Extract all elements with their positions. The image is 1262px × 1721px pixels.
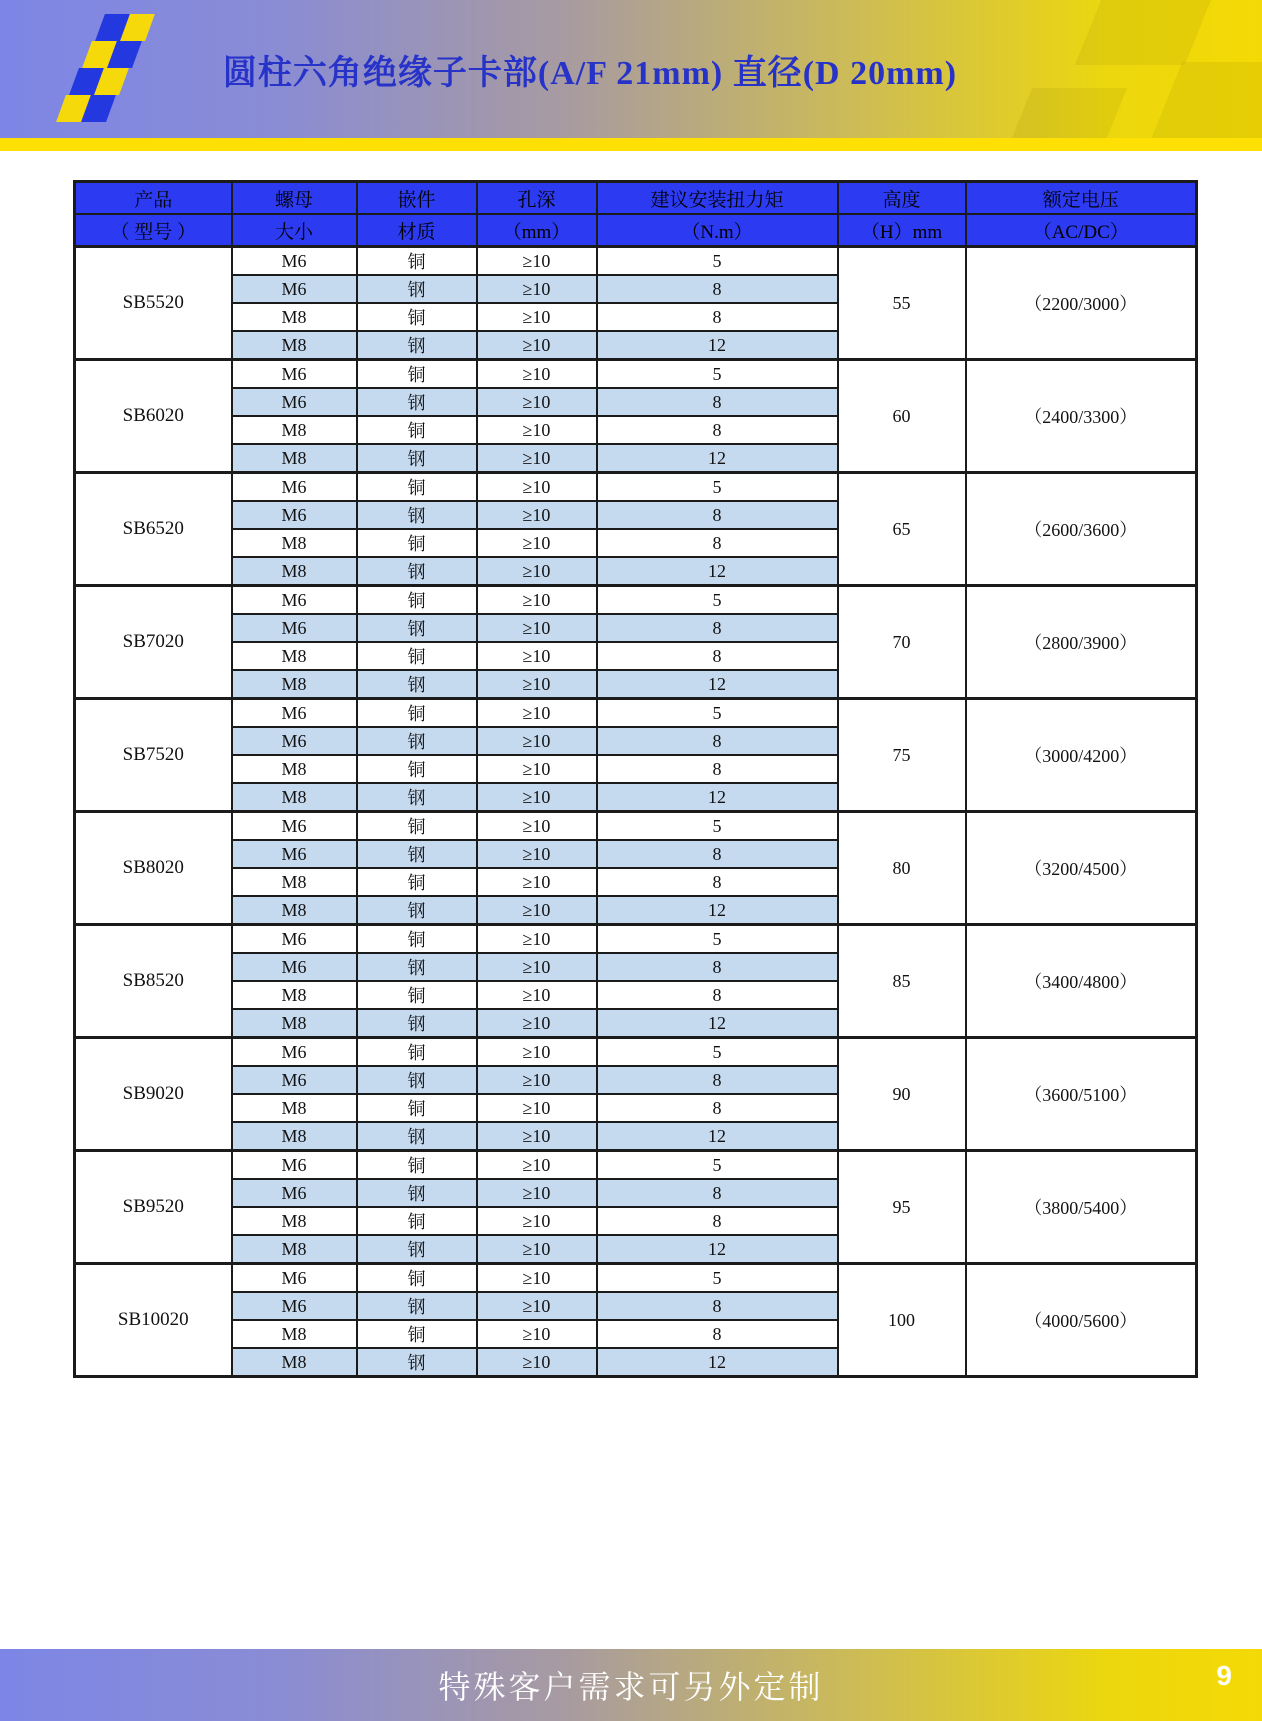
hole-depth-cell: ≥10 [477,812,597,841]
insert-material-cell: 铜 [357,699,477,728]
hole-depth-cell: ≥10 [477,868,597,896]
table-row [75,1264,1197,1293]
column-header-voltage-line2: （AC/DC） [966,214,1197,247]
hole-depth-cell: ≥10 [477,670,597,699]
column-header-voltage-line1: 额定电压 [966,182,1197,215]
hole-depth-cell: ≥10 [477,1094,597,1122]
insert-material-cell: 铜 [357,755,477,783]
insert-material-cell: 铜 [357,1320,477,1348]
torque-cell: 8 [597,1292,838,1320]
torque-cell: 5 [597,925,838,954]
banner-yellow-stripe [0,138,1262,151]
torque-cell: 8 [597,840,838,868]
insert-material-cell: 铜 [357,303,477,331]
hole-depth-cell: ≥10 [477,501,597,529]
nut-size-cell: M8 [232,1348,357,1377]
torque-cell: 12 [597,444,838,473]
nut-size-cell: M6 [232,247,357,276]
model-cell: SB7020 [75,586,232,699]
voltage-cell: （2600/3600） [966,473,1197,586]
torque-cell: 12 [597,1009,838,1038]
insert-material-cell: 钢 [357,727,477,755]
torque-cell: 5 [597,1038,838,1067]
torque-cell: 8 [597,614,838,642]
nut-size-cell: M6 [232,388,357,416]
insert-material-cell: 铜 [357,247,477,276]
torque-cell: 5 [597,586,838,615]
nut-size-cell: M6 [232,501,357,529]
torque-cell: 8 [597,416,838,444]
torque-cell: 5 [597,1151,838,1180]
hole-depth-cell: ≥10 [477,1179,597,1207]
voltage-cell: （4000/5600） [966,1264,1197,1377]
column-header-insert-line1: 嵌件 [357,182,477,215]
model-cell: SB9520 [75,1151,232,1264]
insert-material-cell: 铜 [357,925,477,954]
nut-size-cell: M8 [232,331,357,360]
hole-depth-cell: ≥10 [477,727,597,755]
footer-note: 特殊客户需求可另外定制 [438,1669,824,1705]
torque-cell: 12 [597,331,838,360]
hole-depth-cell: ≥10 [477,1264,597,1293]
height-cell: 75 [838,699,966,812]
torque-cell: 5 [597,360,838,389]
torque-cell: 12 [597,557,838,586]
torque-cell: 12 [597,1348,838,1377]
table-row [75,1151,1197,1180]
nut-size-cell: M8 [232,444,357,473]
hole-depth-cell: ≥10 [477,1122,597,1151]
torque-cell: 8 [597,981,838,1009]
height-cell: 55 [838,247,966,360]
torque-cell: 8 [597,755,838,783]
nut-size-cell: M8 [232,1235,357,1264]
torque-cell: 8 [597,642,838,670]
torque-cell: 8 [597,1320,838,1348]
spec-table-header [75,182,1197,247]
nut-size-cell: M8 [232,642,357,670]
height-cell: 65 [838,473,966,586]
voltage-cell: （2400/3300） [966,360,1197,473]
header-row [75,214,1197,247]
insert-material-cell: 钢 [357,275,477,303]
torque-cell: 8 [597,868,838,896]
nut-size-cell: M8 [232,1009,357,1038]
hole-depth-cell: ≥10 [477,247,597,276]
table-row [75,360,1197,389]
hole-depth-cell: ≥10 [477,1009,597,1038]
insert-material-cell: 钢 [357,1009,477,1038]
hole-depth-cell: ≥10 [477,953,597,981]
insert-material-cell: 钢 [357,614,477,642]
nut-size-cell: M6 [232,925,357,954]
nut-size-cell: M6 [232,614,357,642]
nut-size-cell: M8 [232,1320,357,1348]
hole-depth-cell: ≥10 [477,1235,597,1264]
torque-cell: 12 [597,670,838,699]
insert-material-cell: 钢 [357,557,477,586]
insert-material-cell: 铜 [357,1264,477,1293]
model-cell: SB6020 [75,360,232,473]
torque-cell: 12 [597,1122,838,1151]
insert-material-cell: 铜 [357,1094,477,1122]
torque-cell: 5 [597,473,838,502]
torque-cell: 8 [597,275,838,303]
insert-material-cell: 铜 [357,981,477,1009]
top-banner [0,0,1262,138]
nut-size-cell: M6 [232,1038,357,1067]
table-row [75,812,1197,841]
hole-depth-cell: ≥10 [477,981,597,1009]
height-cell: 95 [838,1151,966,1264]
insert-material-cell: 钢 [357,953,477,981]
height-cell: 85 [838,925,966,1038]
table-row [75,925,1197,954]
hole-depth-cell: ≥10 [477,1207,597,1235]
model-cell: SB8520 [75,925,232,1038]
nut-size-cell: M6 [232,473,357,502]
hole-depth-cell: ≥10 [477,529,597,557]
column-header-height-line2: （H）mm [838,214,966,247]
page-title: 圆柱六角绝缘子卡部(A/F 21mm) 直径(D 20mm) [222,54,958,92]
voltage-cell: （3400/4800） [966,925,1197,1038]
hole-depth-cell: ≥10 [477,303,597,331]
nut-size-cell: M8 [232,755,357,783]
nut-size-cell: M6 [232,812,357,841]
hole-depth-cell: ≥10 [477,1348,597,1377]
nut-size-cell: M8 [232,416,357,444]
column-header-model-line1: 产品 [75,182,232,215]
column-header-model-line2: （ 型号 ） [75,214,232,247]
torque-cell: 12 [597,896,838,925]
nut-size-cell: M8 [232,303,357,331]
nut-size-cell: M6 [232,727,357,755]
height-cell: 80 [838,812,966,925]
nut-size-cell: M6 [232,1179,357,1207]
hole-depth-cell: ≥10 [477,699,597,728]
torque-cell: 8 [597,953,838,981]
insert-material-cell: 铜 [357,586,477,615]
nut-size-cell: M8 [232,1094,357,1122]
torque-cell: 8 [597,529,838,557]
hole-depth-cell: ≥10 [477,1292,597,1320]
torque-cell: 8 [597,727,838,755]
insert-material-cell: 铜 [357,1151,477,1180]
hole-depth-cell: ≥10 [477,1038,597,1067]
insert-material-cell: 钢 [357,444,477,473]
column-header-nut-line2: 大小 [232,214,357,247]
spec-table-body [75,247,1197,1377]
model-cell: SB9020 [75,1038,232,1151]
torque-cell: 8 [597,1066,838,1094]
insert-material-cell: 钢 [357,1235,477,1264]
height-cell: 90 [838,1038,966,1151]
voltage-cell: （3600/5100） [966,1038,1197,1151]
nut-size-cell: M8 [232,1207,357,1235]
hole-depth-cell: ≥10 [477,275,597,303]
column-header-depth-line1: 孔深 [477,182,597,215]
column-header-insert-line2: 材质 [357,214,477,247]
nut-size-cell: M6 [232,1264,357,1293]
nut-size-cell: M6 [232,699,357,728]
torque-cell: 12 [597,1235,838,1264]
hole-depth-cell: ≥10 [477,1066,597,1094]
column-header-nut-line1: 螺母 [232,182,357,215]
torque-cell: 12 [597,783,838,812]
voltage-cell: （3800/5400） [966,1151,1197,1264]
column-header-torque-line2: （N.m） [597,214,838,247]
hole-depth-cell: ≥10 [477,331,597,360]
torque-cell: 8 [597,1179,838,1207]
torque-cell: 8 [597,388,838,416]
header-row [75,182,1197,215]
nut-size-cell: M6 [232,953,357,981]
insert-material-cell: 铜 [357,360,477,389]
nut-size-cell: M8 [232,529,357,557]
insert-material-cell: 钢 [357,1292,477,1320]
hole-depth-cell: ≥10 [477,925,597,954]
height-cell: 70 [838,586,966,699]
nut-size-cell: M6 [232,275,357,303]
hole-depth-cell: ≥10 [477,614,597,642]
nut-size-cell: M8 [232,896,357,925]
hole-depth-cell: ≥10 [477,444,597,473]
insert-material-cell: 钢 [357,670,477,699]
model-cell: SB10020 [75,1264,232,1377]
hole-depth-cell: ≥10 [477,642,597,670]
torque-cell: 8 [597,303,838,331]
nut-size-cell: M8 [232,868,357,896]
nut-size-cell: M6 [232,360,357,389]
nut-size-cell: M8 [232,1122,357,1151]
column-header-torque-line1: 建议安装扭力矩 [597,182,838,215]
insert-material-cell: 铜 [357,416,477,444]
hole-depth-cell: ≥10 [477,896,597,925]
table-row [75,247,1197,276]
torque-cell: 5 [597,699,838,728]
insert-material-cell: 钢 [357,1348,477,1377]
insert-material-cell: 钢 [357,1122,477,1151]
insert-material-cell: 铜 [357,1207,477,1235]
model-cell: SB5520 [75,247,232,360]
hole-depth-cell: ≥10 [477,473,597,502]
insert-material-cell: 铜 [357,868,477,896]
model-cell: SB7520 [75,699,232,812]
insert-material-cell: 钢 [357,388,477,416]
column-header-depth-line2: （mm） [477,214,597,247]
hole-depth-cell: ≥10 [477,755,597,783]
hole-depth-cell: ≥10 [477,1320,597,1348]
nut-size-cell: M6 [232,1066,357,1094]
insert-material-cell: 钢 [357,331,477,360]
insert-material-cell: 钢 [357,1179,477,1207]
nut-size-cell: M8 [232,981,357,1009]
table-row [75,699,1197,728]
hole-depth-cell: ≥10 [477,416,597,444]
nut-size-cell: M6 [232,1292,357,1320]
table-row [75,473,1197,502]
insert-material-cell: 钢 [357,896,477,925]
voltage-cell: （2800/3900） [966,586,1197,699]
insert-material-cell: 钢 [357,501,477,529]
insert-material-cell: 铜 [357,1038,477,1067]
height-cell: 100 [838,1264,966,1377]
column-header-height-line1: 高度 [838,182,966,215]
model-cell: SB6520 [75,473,232,586]
insert-material-cell: 铜 [357,812,477,841]
voltage-cell: （3200/4500） [966,812,1197,925]
insert-material-cell: 铜 [357,529,477,557]
torque-cell: 5 [597,1264,838,1293]
nut-size-cell: M8 [232,670,357,699]
hole-depth-cell: ≥10 [477,840,597,868]
hole-depth-cell: ≥10 [477,586,597,615]
hole-depth-cell: ≥10 [477,360,597,389]
insert-material-cell: 钢 [357,840,477,868]
nut-size-cell: M6 [232,1151,357,1180]
torque-cell: 5 [597,812,838,841]
insert-material-cell: 钢 [357,1066,477,1094]
hole-depth-cell: ≥10 [477,557,597,586]
table-row [75,586,1197,615]
voltage-cell: （2200/3000） [966,247,1197,360]
hole-depth-cell: ≥10 [477,388,597,416]
model-cell: SB8020 [75,812,232,925]
nut-size-cell: M6 [232,586,357,615]
torque-cell: 5 [597,247,838,276]
nut-size-cell: M8 [232,783,357,812]
page-number: 9 [1216,1660,1232,1691]
hole-depth-cell: ≥10 [477,1151,597,1180]
torque-cell: 8 [597,501,838,529]
hole-depth-cell: ≥10 [477,783,597,812]
insert-material-cell: 钢 [357,783,477,812]
nut-size-cell: M8 [232,557,357,586]
nut-size-cell: M6 [232,840,357,868]
torque-cell: 8 [597,1094,838,1122]
height-cell: 60 [838,360,966,473]
table-row [75,1038,1197,1067]
torque-cell: 8 [597,1207,838,1235]
spec-table [73,180,1198,1378]
insert-material-cell: 铜 [357,642,477,670]
voltage-cell: （3000/4200） [966,699,1197,812]
insert-material-cell: 铜 [357,473,477,502]
